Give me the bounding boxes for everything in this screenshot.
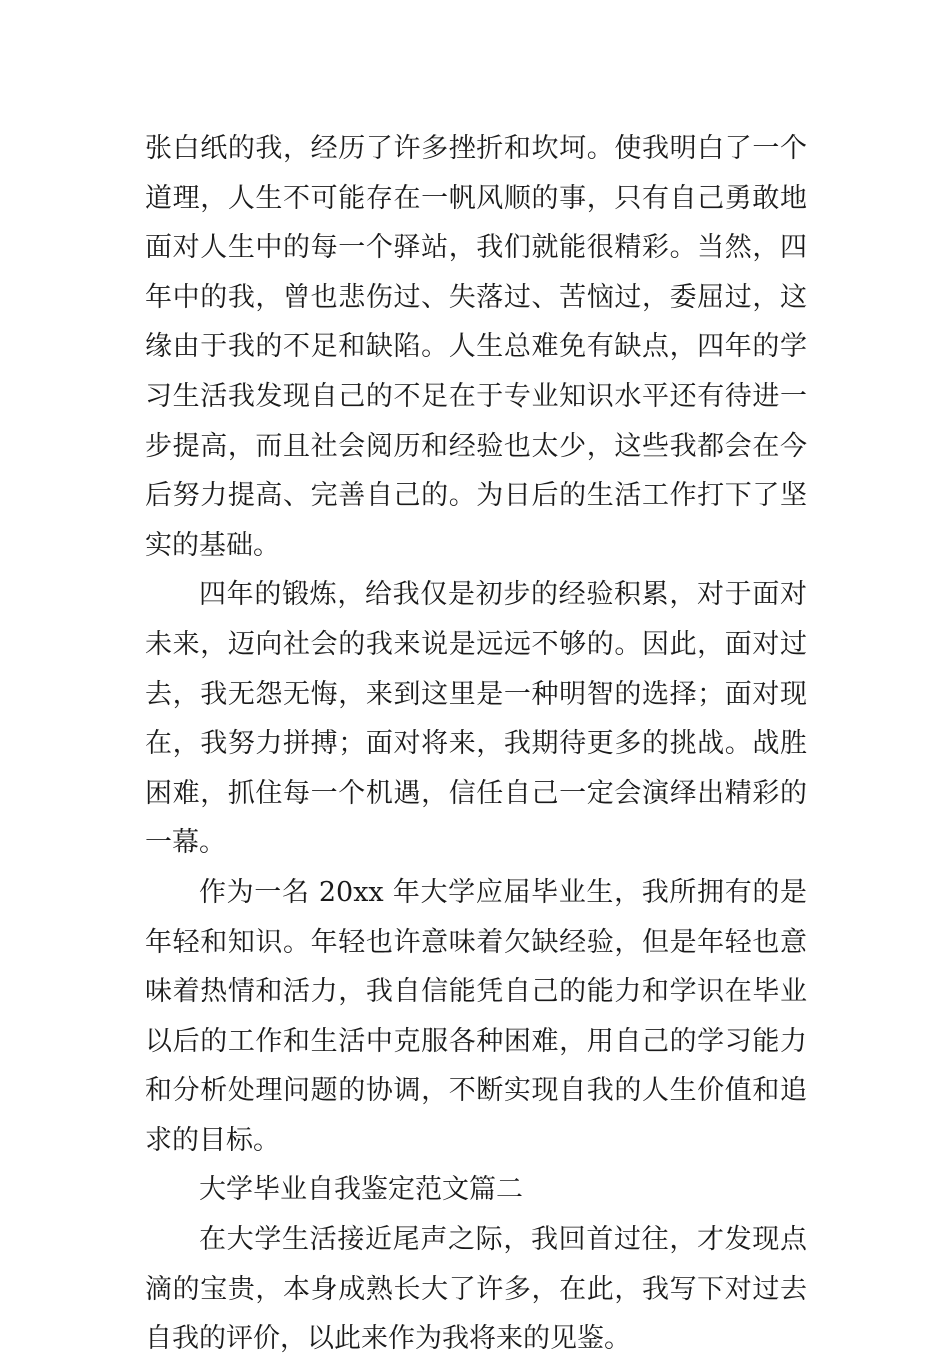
paragraph: 四年的锻炼，给我仅是初步的经验积累，对于面对未来，迈向社会的我来说是远远不够的。因此，面对过去，我无怨无悔，来到这里是一种明智的选择；面对现在，我努力拼搏；面对将来，我期待更多的挑战。战胜困难，抓住每一个机遇，信任自己一定会演绎出精彩的一幕。 xyxy=(145,579,807,859)
paragraph: 在大学生活接近尾声之际，我回首过往，才发现点滴的宝贵，本身成熟长大了许多，在此，我写下对过去自我的评价，以此来作为我将来的见鉴。 xyxy=(145,1224,807,1355)
document-body xyxy=(145,124,807,1364)
paragraph-continuation: 张白纸的我，经历了许多挫折和坎坷。使我明白了一个道理，人生不可能存在一帆风顺的事，只有自己勇敢地面对人生中的每一个驿站，我们就能很精彩。当然，四年中的我，曾也悲伤过、失落过、苦恼过，委屈过，这缘由于我的不足和缺陷。人生总难免有缺点，四年的学习生活我发现自己的不足在于专业知识水平还有待进一步提高，而且社会阅历和经验也太少，这些我都会在今后努力提高、完善自己的。为日后的生活工作打下了坚实的基础。 xyxy=(145,133,807,561)
section-heading: 大学毕业自我鉴定范文篇二 xyxy=(199,1174,523,1206)
paragraph: 作为一名 20xx 年大学应届毕业生，我所拥有的是年轻和知识。年轻也许意味着欠缺经验，但是年轻也意味着热情和活力，我自信能凭自己的能力和学识在毕业以后的工作和生活中克服各种困难，用自己的学习能力和分析处理问题的协调，不断实现自我的人生价值和追求的目标。 xyxy=(145,876,807,1156)
